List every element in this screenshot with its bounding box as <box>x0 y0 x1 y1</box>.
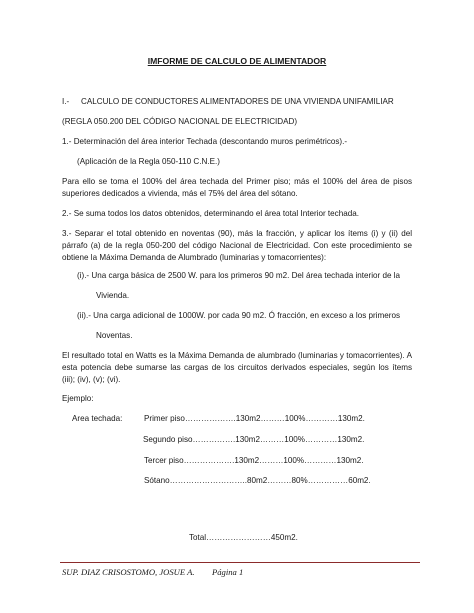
area-row-4: Sótano………………………..80m2………80%……………60m2. <box>144 476 371 485</box>
section-number: I.- <box>62 97 70 106</box>
regulation-reference: (REGLA 050.200 DEL CÓDIGO NACIONAL DE ELECTRICIDAD) <box>62 117 298 126</box>
footer-author: SUP. DIAZ CRISOSTOMO, JOSUE A. <box>62 567 195 577</box>
area-row-1: Primer piso……………….130m2………100%…………130m2. <box>144 414 365 423</box>
area-label: Area techada: <box>72 414 123 423</box>
step-3: 3.- Separar el total obtenido en noventas (90), más la fracción, y aplicar los ítems (i) y (ii) del párrafo (a) de la regla 050-200 del código Nacional de Electricidad. Con este procedimiento se obtiene la Máxima Demanda de Alumbrado (luminarias y tomacorrientes): <box>62 229 412 262</box>
step-1-rule: (Aplicación de la Regla 050-110 C.N.E.) <box>77 157 220 166</box>
item-i-line-2: Vivienda. <box>96 291 130 300</box>
footer-page-number: Página 1 <box>212 567 244 577</box>
section-heading: CALCULO DE CONDUCTORES ALIMENTADORES DE UNA VIVIENDA UNIFAMILIAR <box>81 97 394 106</box>
area-total: Total……………………450m2. <box>189 533 298 542</box>
document-title: IMFORME DE CALCULO DE ALIMENTADOR <box>147 56 327 66</box>
result-paragraph: El resultado total en Watts es la Máxima Demanda de alumbrado (luminarias y tomacorrientes). A esta potencia debe sumarse las cargas de los circuitos derivados especiales, según los ítems (iii); (iv), (v); (vi). <box>62 351 412 384</box>
area-row-3: Tercer piso……………….130m2………100%…………130m2. <box>144 456 364 465</box>
step-2: 2.- Se suma todos los datos obtenidos, determinando el área total Interior techada. <box>62 209 359 218</box>
example-label: Ejemplo: <box>62 394 94 403</box>
footer-divider <box>60 562 420 563</box>
area-row-2: Segundo piso…………….130m2………100%…………130m2. <box>143 435 365 444</box>
step-1-heading: 1.- Determinación del área interior Techada (descontando muros perimétricos).- <box>62 137 348 146</box>
step-1-body: Para ello se toma el 100% del área techada del Primer piso; más el 100% del área de pisos superiores dedicados a vivienda, más el 75% del área del sótano. <box>62 177 412 198</box>
item-i-line-1: (i).- Una carga básica de 2500 W. para los primeros 90 m2. Del área techada interior de la <box>77 271 401 280</box>
item-ii-line-2: Noventas. <box>96 331 133 340</box>
item-ii-line-1: (ii).- Una carga adicional de 1000W. por cada 90 m2. Ó fracción, en exceso a los primeros <box>77 311 401 320</box>
